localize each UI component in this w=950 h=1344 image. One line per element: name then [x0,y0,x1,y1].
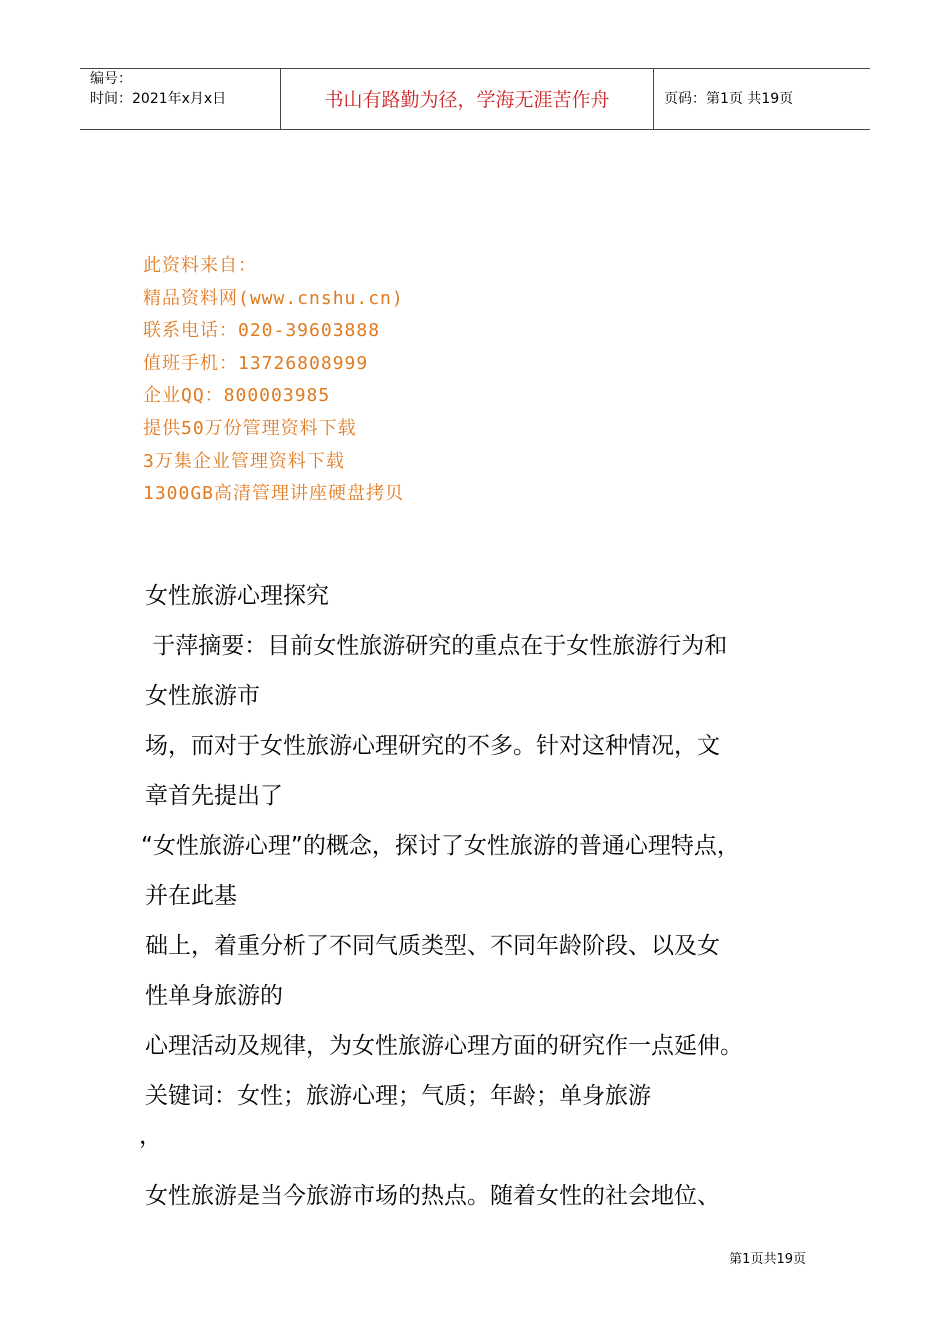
ad-line-source: 此资料来自： [143,255,257,276]
page-header [80,68,870,130]
article-line: 场，而对于女性旅游心理研究的不多。针对这种情况，文 [145,733,720,759]
article-line: 心理活动及规律，为女性旅游心理方面的研究作一点延伸。 [145,1033,743,1059]
keywords-line: 关键词：女性；旅游心理；气质；年龄；单身旅游 [145,1083,651,1109]
article-line: 于萍摘要：目前女性旅游研究的重点在于女性旅游行为和 [145,633,728,659]
header-page-info: 页码：第1页 共19页 [664,91,794,107]
article-title: 女性旅游心理探究 [145,583,329,609]
article-body [139,571,835,1221]
ad-line-offer-1: 提供50万份管理资料下载 [143,417,357,439]
article-line: “女性旅游心理”的概念，探讨了女性旅游的普通心理特点， [141,833,740,859]
article-line: 章首先提出了 [145,783,283,809]
article-line: 性单身旅游的 [145,983,283,1009]
article-line: ， [139,1123,162,1149]
ad-line-offer-3: 1300GB高清管理讲座硬盘拷贝 [143,483,405,505]
article-line: 女性旅游市 [145,683,260,709]
page-footer: 第1页共19页 [729,1252,806,1267]
article-line: 女性旅游是当今旅游市场的热点。随着女性的社会地位、 [145,1183,720,1209]
ad-line-website: 精品资料网(www.cnshu.cn) [143,287,404,309]
ad-line-phone: 联系电话：020-39603888 [143,320,381,342]
article-line: 础上，着重分析了不同气质类型、不同年龄阶段、以及女 [145,933,720,959]
ad-line-offer-2: 3万集企业管理资料下载 [143,450,345,472]
time-label: 时间：2021年x月x日 [90,91,227,107]
ad-line-qq: 企业QQ：800003985 [143,385,331,407]
ad-line-mobile: 值班手机：13726808999 [143,352,369,374]
header-motto: 书山有路勤为径，学海无涯苦作舟 [281,69,654,129]
ad-block [143,250,404,511]
code-label: 编号： [90,71,132,87]
header-meta [80,69,281,129]
article-line: 并在此基 [145,883,237,909]
